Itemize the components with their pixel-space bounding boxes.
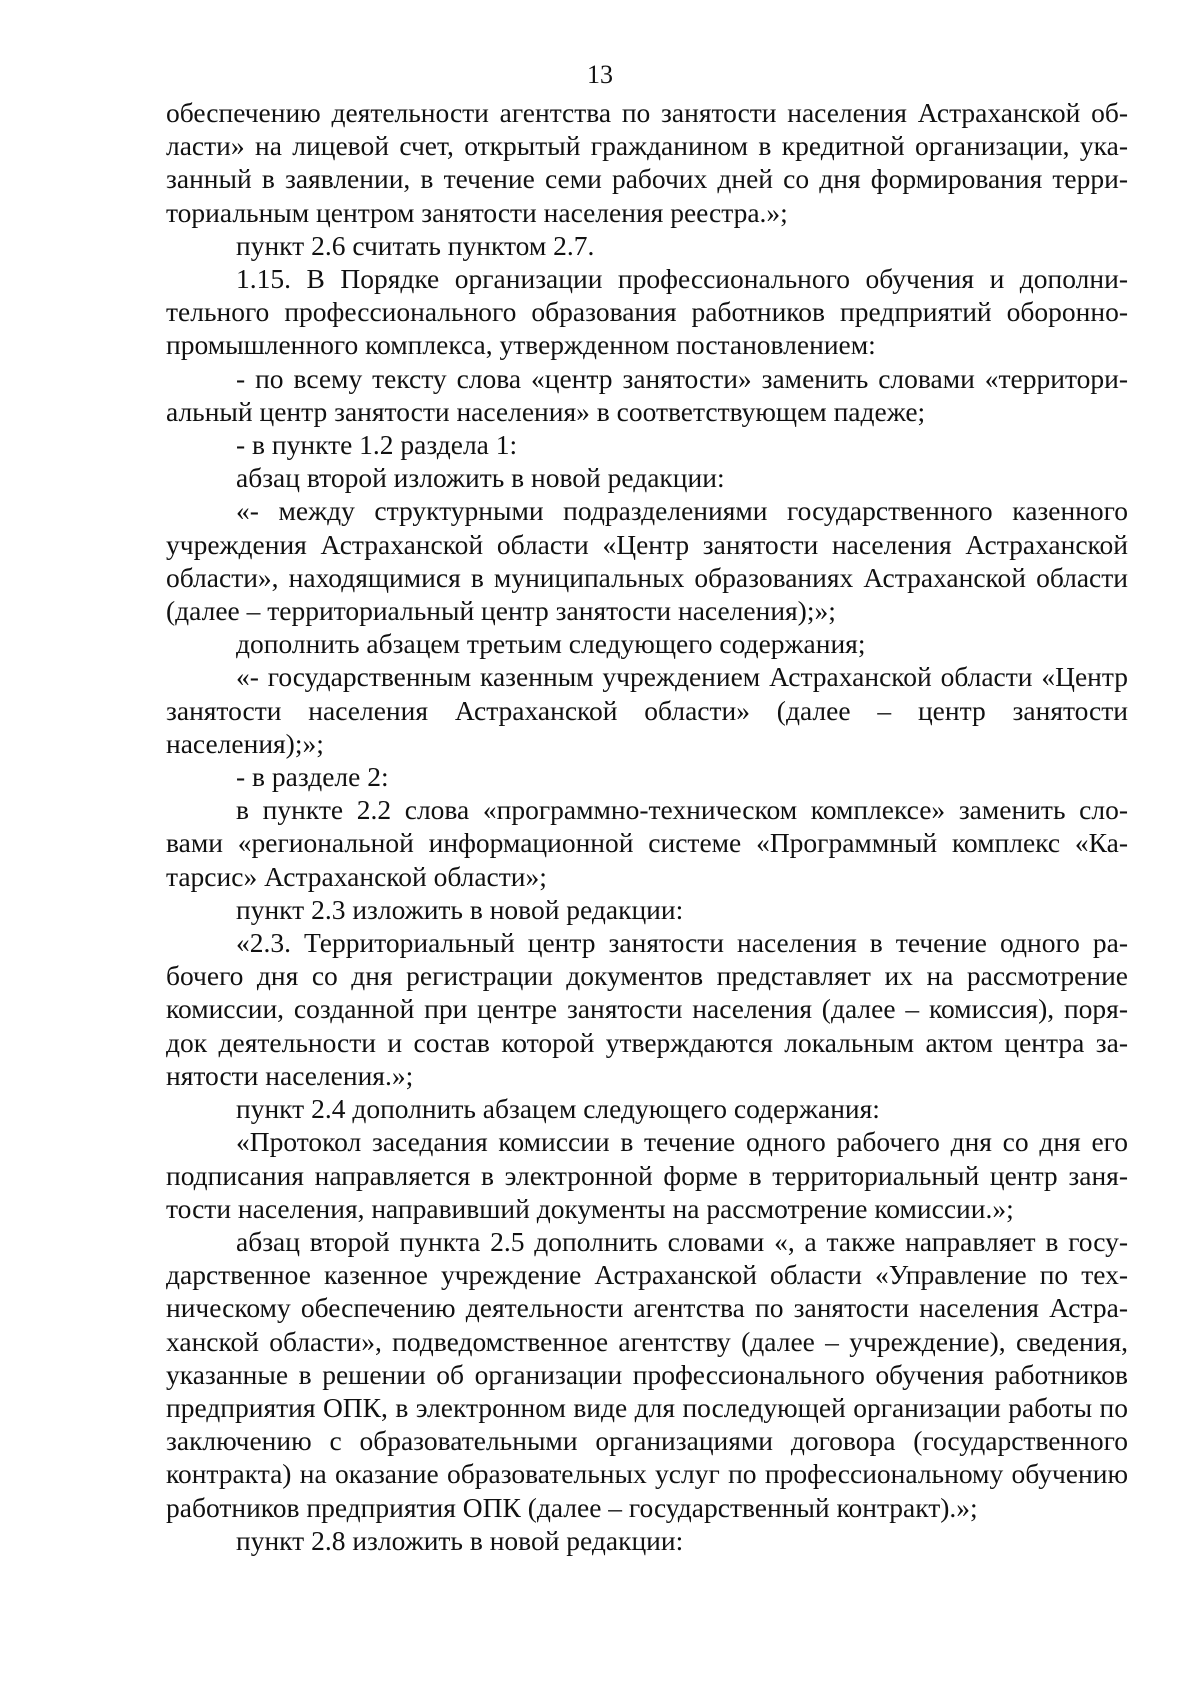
paragraph: - в разделе 2: xyxy=(236,761,389,793)
paragraph: - в пункте 1.2 раздела 1: xyxy=(236,429,518,461)
paragraph: пункт 2.3 изложить в новой редакции: xyxy=(236,893,684,925)
paragraph: 1.15. В Порядке организации профессионального обучения и дополнительного профессионального образования работников предприятий оборонно-промышленного комплекса, утвержденном постановлением: xyxy=(166,263,1128,361)
paragraph: пункт 2.6 считать пунктом 2.7. xyxy=(236,229,595,261)
paragraph: «- между структурными подразделениями государственного казенного учреждения Астраханской области «Центр занятости населения Астраханской области», находящимися в муниципальных образованиях Астраханской области (далее – территориальный центр занятости населения);»; xyxy=(166,495,1128,627)
paragraph: обеспечению деятельности агентства по занятости населения Астраханской области» на лицевой счет, открытый гражданином в кредитной организации, указанный в заявлении, в течение семи рабочих дней со дня формирования территориальным центром занятости населения реестра.»; xyxy=(166,97,1128,228)
paragraph: «- государственным казенным учреждением Астраханской области «Центр занятости населения Астраханской области» (далее – центр занятости населения);»; xyxy=(166,661,1128,759)
paragraph: «Протокол заседания комиссии в течение одного рабочего дня со дня его подписания направляется в электронной форме в территориальный центр занятости населения, направивший документы на рассмотрение комиссии.»; xyxy=(166,1126,1128,1224)
paragraph: абзац второй пункта 2.5 дополнить словами «, а также направляет в государственное казенное учреждение Астраханской области «Управление по техническому обеспечению деятельности агентства по занятости населения Астраханской области», подведомственное агентству (далее – учреждение), сведения, указанные в решении об организации профессионального обучения работников предприятия ОПК, в электронном виде для последующей организации работы по заключению с образовательными организациями договора (государственного контракта) на оказание образовательных услуг по профессиональному обучению работников предприятия ОПК (далее – государственный контракт).»; xyxy=(166,1225,1128,1523)
paragraph: абзац второй изложить в новой редакции: xyxy=(236,462,725,494)
paragraph: «2.3. Территориальный центр занятости населения в течение одного рабочего дня со дня регистрации документов представляет их на рассмотрение комиссии, созданной при центре занятости населения (далее – комиссия), порядок деятельности и состав которой утверждаются локальным актом центра занятости населения.»; xyxy=(166,927,1128,1091)
document-body xyxy=(166,96,1128,1557)
paragraph: пункт 2.4 дополнить абзацем следующего содержания: xyxy=(236,1093,880,1125)
paragraph: в пункте 2.2 слова «программно-техническом комплексе» заменить словами «региональной информационной системе «Программный комплекс «Катарсис» Астраханской области»; xyxy=(166,794,1128,892)
paragraph: пункт 2.8 изложить в новой редакции: xyxy=(236,1524,684,1556)
paragraph: дополнить абзацем третьим следующего содержания; xyxy=(236,628,866,660)
paragraph: - по всему тексту слова «центр занятости» заменить словами «территориальный центр занятости населения» в соответствующем падеже; xyxy=(166,362,1128,427)
page-number: 13 xyxy=(587,60,613,89)
